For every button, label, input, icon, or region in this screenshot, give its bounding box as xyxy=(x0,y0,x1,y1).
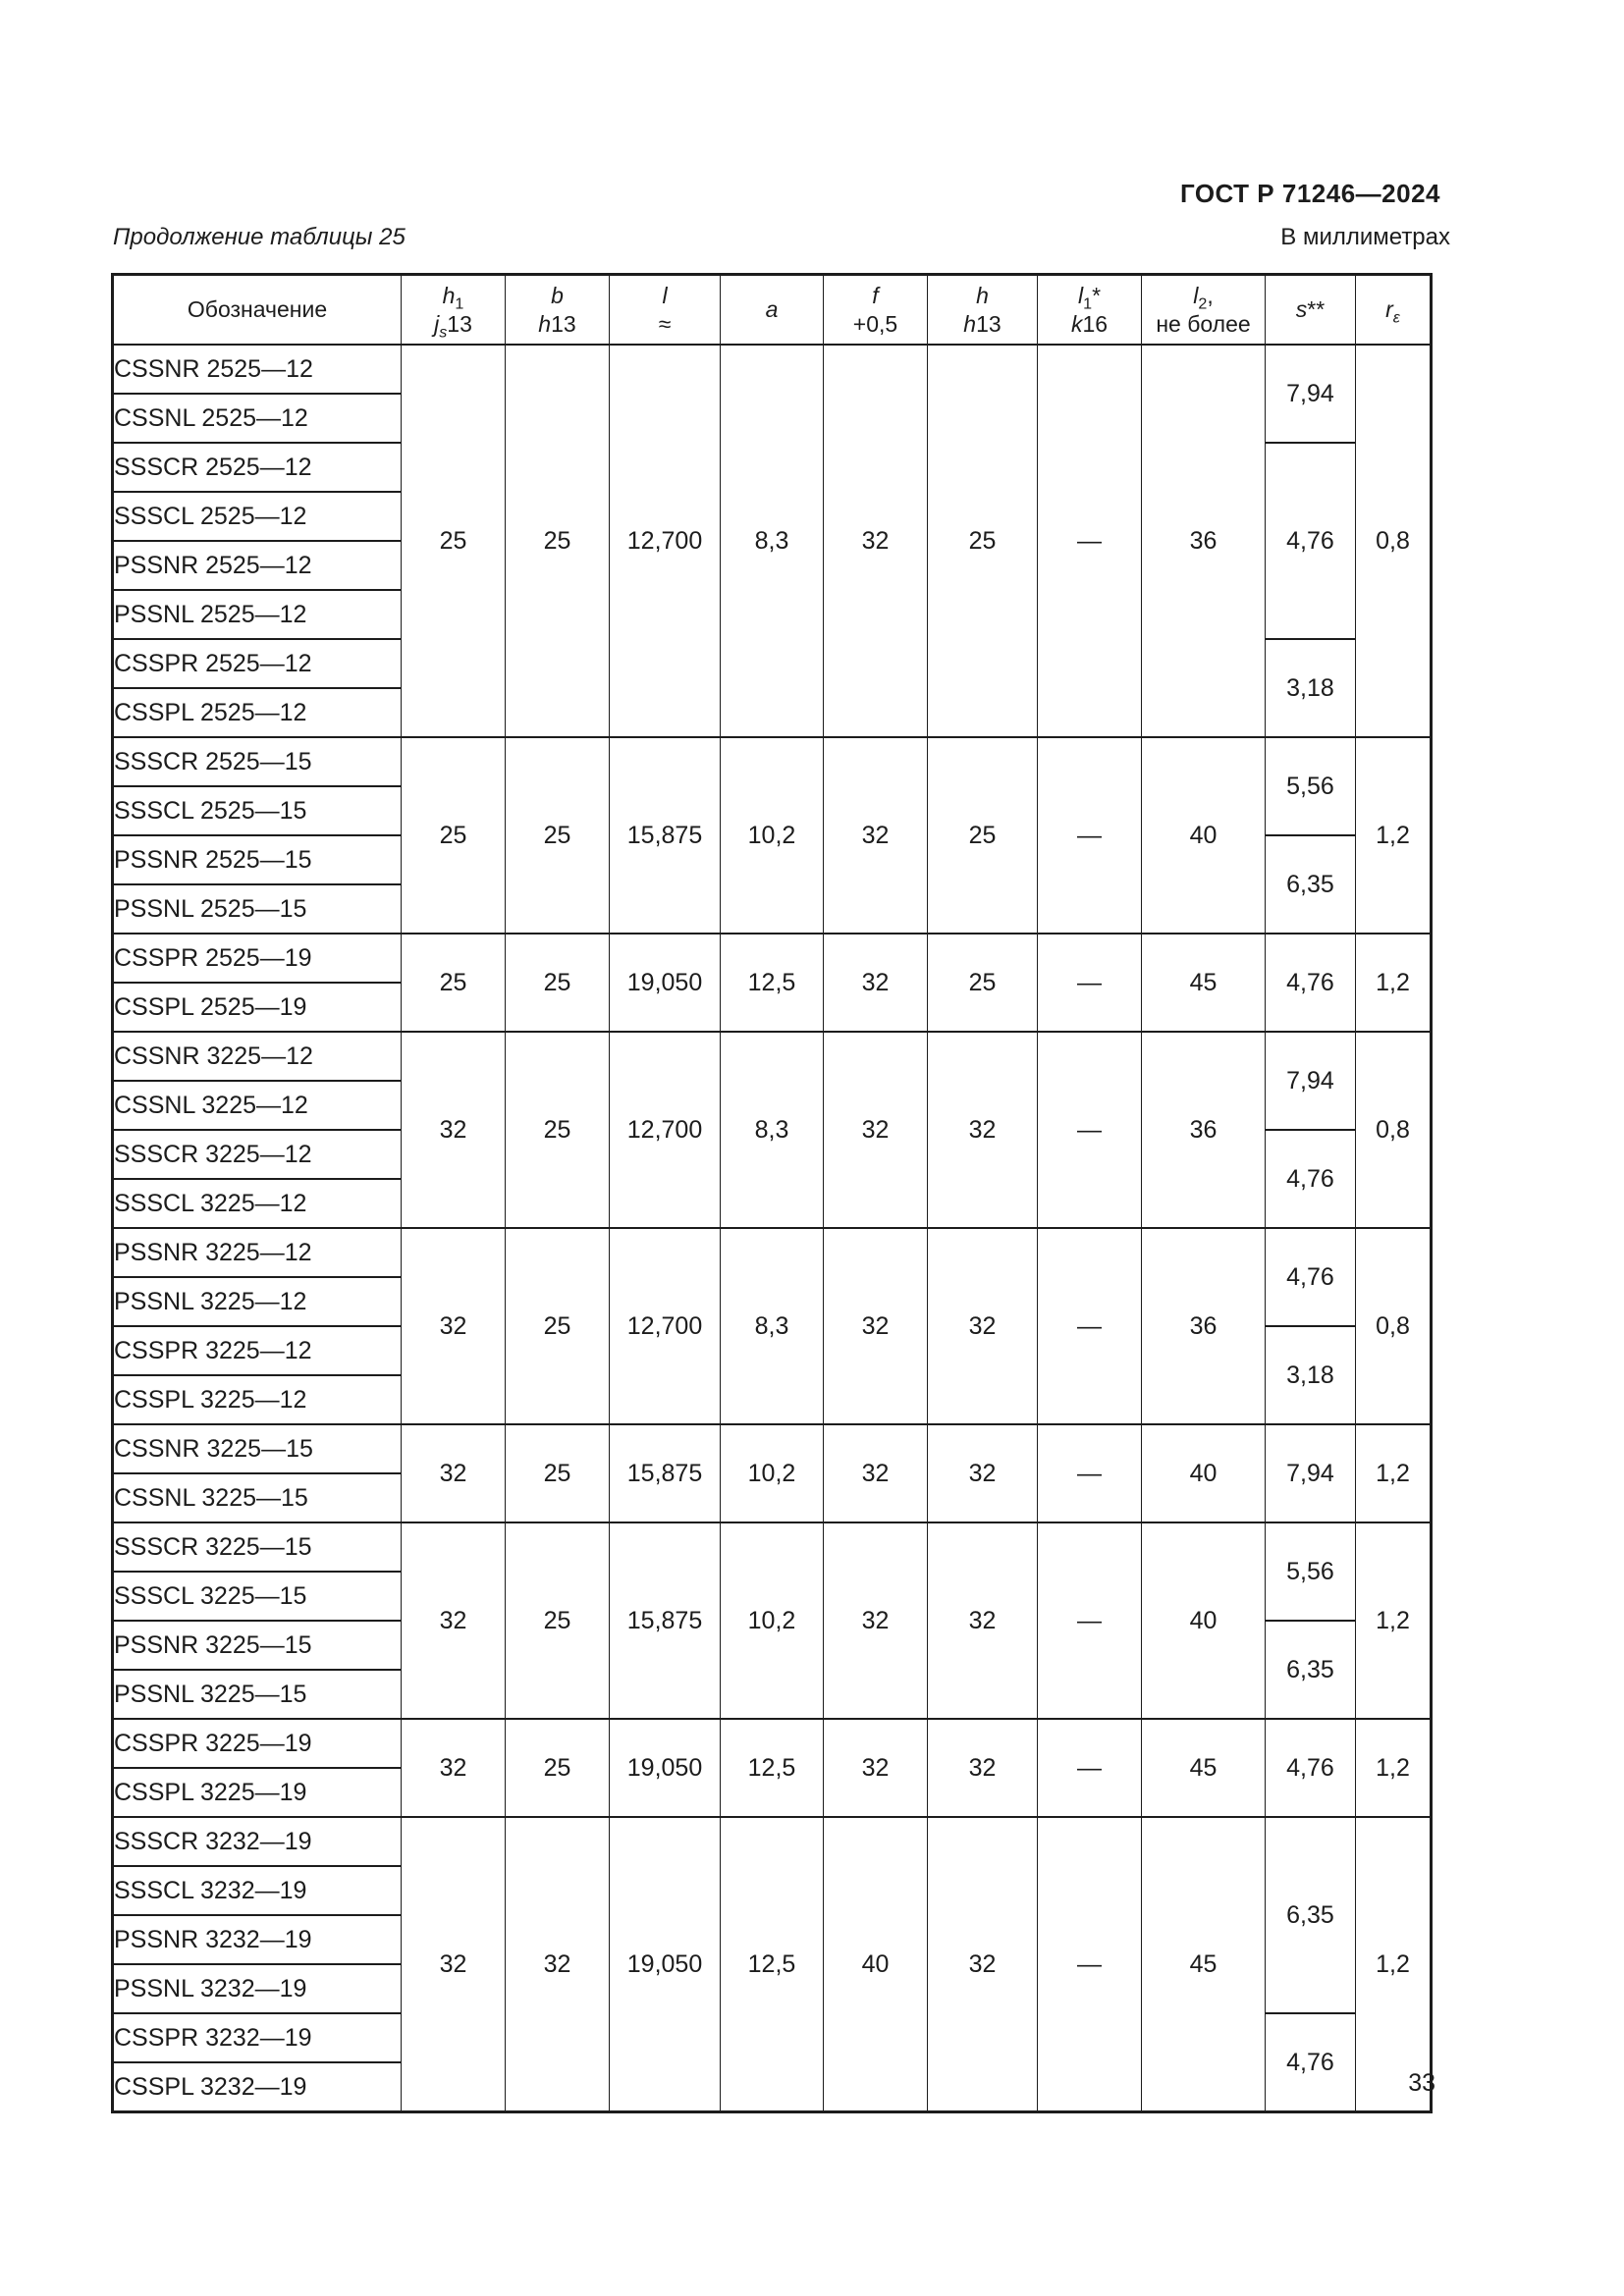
h1-value-cell: 25 xyxy=(402,737,506,934)
col-header-designation: Обозначение xyxy=(113,275,402,346)
col-header-l-approx: l ≈ xyxy=(610,275,721,346)
a-value-cell: 12,5 xyxy=(721,934,824,1032)
b-value-cell: 25 xyxy=(506,1032,610,1228)
f-value-cell: 40 xyxy=(824,1817,928,2112)
h-value-cell: 32 xyxy=(928,1817,1038,2112)
b-value-cell: 25 xyxy=(506,1719,610,1817)
h1-value-cell: 32 xyxy=(402,1032,506,1228)
f-value-cell: 32 xyxy=(824,737,928,934)
col-header-l1-k16: $l_1*$ k16 xyxy=(1038,275,1142,346)
l1-value-cell: — xyxy=(1038,1032,1142,1228)
h-value-cell: 32 xyxy=(928,1719,1038,1817)
b-value-cell: 25 xyxy=(506,1228,610,1424)
s-value-cell: 7,94 xyxy=(1266,1032,1356,1130)
l2-value-cell: 40 xyxy=(1142,1424,1266,1522)
designation-cell: CSSNR 2525—12 xyxy=(113,345,402,394)
a-value-cell: 10,2 xyxy=(721,737,824,934)
designation-cell: CSSPL 3232—19 xyxy=(113,2062,402,2112)
l-value-cell: 15,875 xyxy=(610,1424,721,1522)
f-value-cell: 32 xyxy=(824,1228,928,1424)
l2-value-cell: 40 xyxy=(1142,737,1266,934)
h1-value-cell: 32 xyxy=(402,1228,506,1424)
units-label: В миллиметрах xyxy=(1280,224,1450,250)
designation-cell: SSSCR 3232—19 xyxy=(113,1817,402,1866)
l2-value-cell: 36 xyxy=(1142,1032,1266,1228)
l1-value-cell: — xyxy=(1038,1424,1142,1522)
l1-value-cell: — xyxy=(1038,1817,1142,2112)
a-value-cell: 12,5 xyxy=(721,1817,824,2112)
doc-number: ГОСТ Р 71246—2024 xyxy=(1179,179,1440,208)
s-value-cell: 4,76 xyxy=(1266,1719,1356,1817)
f-value-cell: 32 xyxy=(824,1424,928,1522)
s-value-cell: 4,76 xyxy=(1266,1228,1356,1326)
designation-cell: PSSNR 3225—15 xyxy=(113,1621,402,1670)
l1-value-cell: — xyxy=(1038,345,1142,737)
col-header-l2-max: $l_2$, не более xyxy=(1142,275,1266,346)
r-eps-value-cell: 1,2 xyxy=(1356,737,1432,934)
designation-cell: CSSNL 3225—12 xyxy=(113,1081,402,1130)
designation-cell: SSSCL 3225—15 xyxy=(113,1572,402,1621)
h-value-cell: 25 xyxy=(928,934,1038,1032)
col-header-r-eps: $r_\varepsilon$ xyxy=(1356,275,1432,346)
table-row xyxy=(113,1817,1432,1866)
h1-value-cell: 32 xyxy=(402,1424,506,1522)
f-value-cell: 32 xyxy=(824,345,928,737)
designation-cell: CSSPL 3225—12 xyxy=(113,1375,402,1424)
l-value-cell: 19,050 xyxy=(610,1719,721,1817)
designation-cell: SSSCR 3225—12 xyxy=(113,1130,402,1179)
h1-value-cell: 32 xyxy=(402,1817,506,2112)
col-header-s: s** xyxy=(1266,275,1356,346)
designation-cell: SSSCL 3225—12 xyxy=(113,1179,402,1228)
l2-value-cell: 45 xyxy=(1142,1719,1266,1817)
l-value-cell: 12,700 xyxy=(610,1032,721,1228)
table-header xyxy=(113,275,1432,346)
r-eps-value-cell: 1,2 xyxy=(1356,934,1432,1032)
designation-cell: PSSNL 2525—15 xyxy=(113,884,402,934)
h-value-cell: 32 xyxy=(928,1424,1038,1522)
table-row xyxy=(113,345,1432,394)
b-value-cell: 25 xyxy=(506,737,610,934)
s-value-cell: 4,76 xyxy=(1266,1130,1356,1228)
designation-cell: SSSCR 2525—12 xyxy=(113,443,402,492)
h-value-cell: 32 xyxy=(928,1228,1038,1424)
l2-value-cell: 36 xyxy=(1142,345,1266,737)
a-value-cell: 10,2 xyxy=(721,1424,824,1522)
h-value-cell: 32 xyxy=(928,1522,1038,1719)
a-value-cell: 12,5 xyxy=(721,1719,824,1817)
s-value-cell: 3,18 xyxy=(1266,639,1356,737)
r-eps-value-cell: 1,2 xyxy=(1356,1522,1432,1719)
l-value-cell: 12,700 xyxy=(610,345,721,737)
designation-cell: CSSPR 3232—19 xyxy=(113,2013,402,2062)
table-row xyxy=(113,1522,1432,1572)
h-value-cell: 32 xyxy=(928,1032,1038,1228)
f-value-cell: 32 xyxy=(824,1719,928,1817)
b-value-cell: 25 xyxy=(506,345,610,737)
r-eps-value-cell: 0,8 xyxy=(1356,1032,1432,1228)
r-eps-value-cell: 1,2 xyxy=(1356,1719,1432,1817)
designation-cell: SSSCR 2525—15 xyxy=(113,737,402,786)
h1-value-cell: 25 xyxy=(402,345,506,737)
s-value-cell: 6,35 xyxy=(1266,1817,1356,2013)
designation-cell: PSSNL 3225—12 xyxy=(113,1277,402,1326)
designation-cell: PSSNR 3225—12 xyxy=(113,1228,402,1277)
page-number: 33 xyxy=(1408,2069,1435,2097)
table-row xyxy=(113,1032,1432,1081)
l2-value-cell: 45 xyxy=(1142,934,1266,1032)
h1-value-cell: 32 xyxy=(402,1522,506,1719)
l1-value-cell: — xyxy=(1038,1719,1142,1817)
l1-value-cell: — xyxy=(1038,934,1142,1032)
l2-value-cell: 40 xyxy=(1142,1522,1266,1719)
r-eps-value-cell: 1,2 xyxy=(1356,1424,1432,1522)
l1-value-cell: — xyxy=(1038,737,1142,934)
l-value-cell: 12,700 xyxy=(610,1228,721,1424)
s-value-cell: 5,56 xyxy=(1266,1522,1356,1621)
h-value-cell: 25 xyxy=(928,737,1038,934)
s-value-cell: 4,76 xyxy=(1266,2013,1356,2112)
designation-cell: SSSCL 2525—15 xyxy=(113,786,402,835)
col-header-f-tol: f +0,5 xyxy=(824,275,928,346)
r-eps-value-cell: 0,8 xyxy=(1356,1228,1432,1424)
designation-cell: CSSPR 2525—19 xyxy=(113,934,402,983)
f-value-cell: 32 xyxy=(824,1032,928,1228)
l-value-cell: 19,050 xyxy=(610,1817,721,2112)
s-value-cell: 6,35 xyxy=(1266,1621,1356,1719)
table-row xyxy=(113,737,1432,786)
designation-cell: CSSNL 3225—15 xyxy=(113,1473,402,1522)
table-row xyxy=(113,934,1432,983)
designation-cell: CSSPL 2525—12 xyxy=(113,688,402,737)
designation-cell: PSSNL 3232—19 xyxy=(113,1964,402,2013)
designation-cell: SSSCR 3225—15 xyxy=(113,1522,402,1572)
a-value-cell: 8,3 xyxy=(721,1032,824,1228)
designation-cell: CSSNR 3225—12 xyxy=(113,1032,402,1081)
designation-cell: PSSNR 3232—19 xyxy=(113,1915,402,1964)
l1-value-cell: — xyxy=(1038,1228,1142,1424)
table-caption-row xyxy=(113,224,1450,251)
l2-value-cell: 45 xyxy=(1142,1817,1266,2112)
designation-cell: CSSPR 3225—19 xyxy=(113,1719,402,1768)
designation-cell: CSSPR 3225—12 xyxy=(113,1326,402,1375)
designation-cell: PSSNL 3225—15 xyxy=(113,1670,402,1719)
col-header-h1-js13: $h_1$ $j_s13$ xyxy=(402,275,506,346)
r-eps-value-cell: 1,2 xyxy=(1356,1817,1432,2112)
table-row xyxy=(113,1228,1432,1277)
l-value-cell: 15,875 xyxy=(610,1522,721,1719)
b-value-cell: 25 xyxy=(506,1522,610,1719)
s-value-cell: 3,18 xyxy=(1266,1326,1356,1424)
s-value-cell: 4,76 xyxy=(1266,934,1356,1032)
col-header-h-h13: h h13 xyxy=(928,275,1038,346)
designation-cell: CSSNR 3225—15 xyxy=(113,1424,402,1473)
s-value-cell: 5,56 xyxy=(1266,737,1356,835)
designation-cell: CSSPL 3225—19 xyxy=(113,1768,402,1817)
s-value-cell: 7,94 xyxy=(1266,1424,1356,1522)
h-value-cell: 25 xyxy=(928,345,1038,737)
l-value-cell: 15,875 xyxy=(610,737,721,934)
a-value-cell: 8,3 xyxy=(721,1228,824,1424)
col-header-b-h13: b h13 xyxy=(506,275,610,346)
a-value-cell: 8,3 xyxy=(721,345,824,737)
f-value-cell: 32 xyxy=(824,934,928,1032)
l-value-cell: 19,050 xyxy=(610,934,721,1032)
b-value-cell: 32 xyxy=(506,1817,610,2112)
designation-cell: CSSPR 2525—12 xyxy=(113,639,402,688)
b-value-cell: 25 xyxy=(506,934,610,1032)
designation-cell: CSSNL 2525—12 xyxy=(113,394,402,443)
col-header-a: a xyxy=(721,275,824,346)
designation-cell: PSSNR 2525—12 xyxy=(113,541,402,590)
table-row xyxy=(113,1719,1432,1768)
table-continuation-caption: Продолжение таблицы 25 xyxy=(113,224,406,250)
designation-cell: PSSNL 2525—12 xyxy=(113,590,402,639)
designation-cell: PSSNR 2525—15 xyxy=(113,835,402,884)
a-value-cell: 10,2 xyxy=(721,1522,824,1719)
designation-cell: CSSPL 2525—19 xyxy=(113,983,402,1032)
f-value-cell: 32 xyxy=(824,1522,928,1719)
designation-cell: SSSCL 2525—12 xyxy=(113,492,402,541)
r-eps-value-cell: 0,8 xyxy=(1356,345,1432,737)
s-value-cell: 4,76 xyxy=(1266,443,1356,639)
table-row xyxy=(113,1424,1432,1473)
table-body xyxy=(113,345,1432,2112)
s-value-cell: 7,94 xyxy=(1266,345,1356,443)
l2-value-cell: 36 xyxy=(1142,1228,1266,1424)
dimensions-table xyxy=(111,273,1433,2113)
b-value-cell: 25 xyxy=(506,1424,610,1522)
l1-value-cell: — xyxy=(1038,1522,1142,1719)
designation-cell: SSSCL 3232—19 xyxy=(113,1866,402,1915)
h1-value-cell: 25 xyxy=(402,934,506,1032)
s-value-cell: 6,35 xyxy=(1266,835,1356,934)
h1-value-cell: 32 xyxy=(402,1719,506,1817)
